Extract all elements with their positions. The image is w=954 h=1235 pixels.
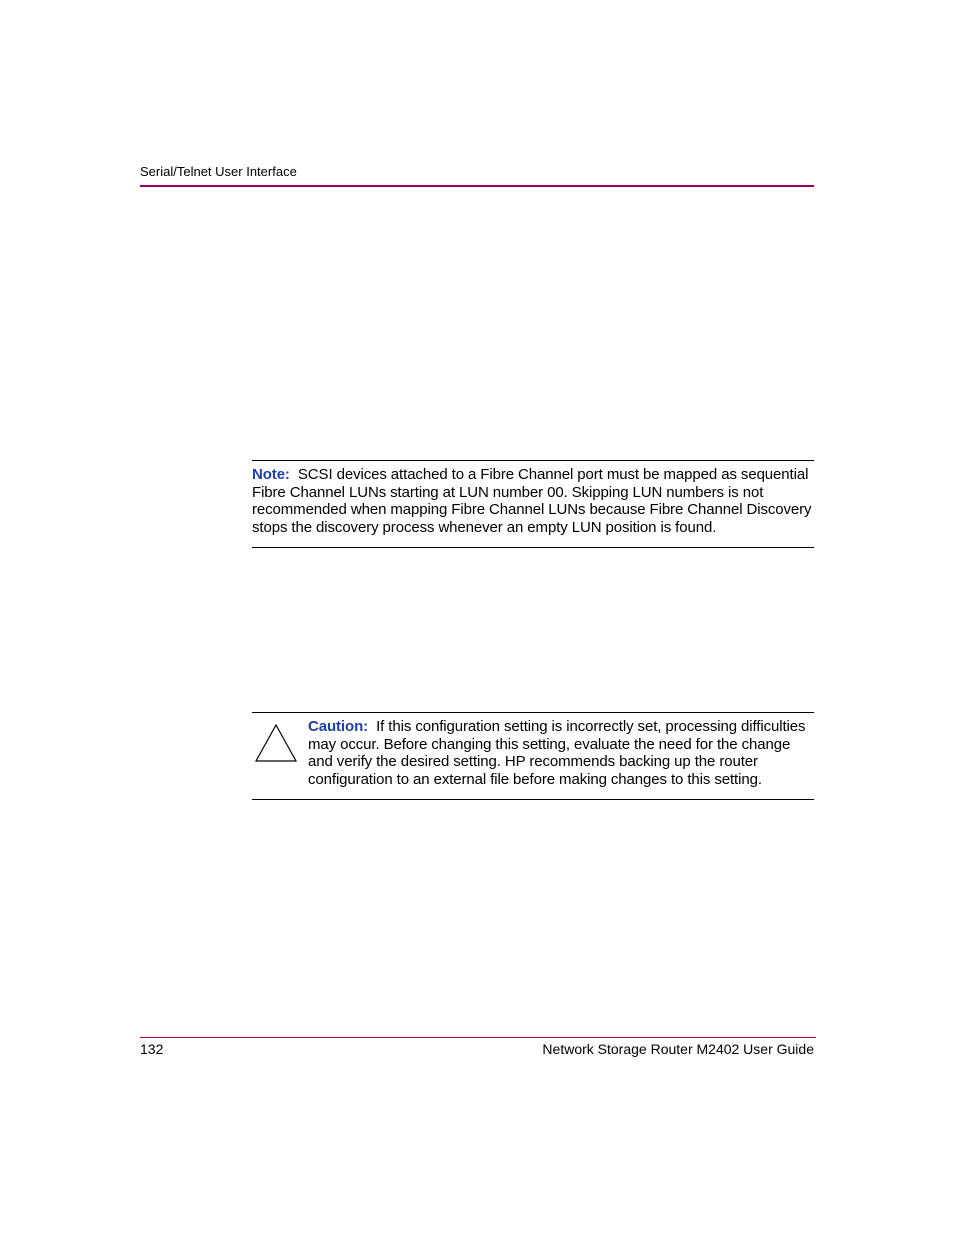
header-rule xyxy=(140,185,814,187)
caution-text: If this configuration setting is incorrectly set, processing difficulties may occur. Before changing this setting, evaluate the need for the change and verify the desired setting. HP recommends backing up the router configuration to an external file before making changes to this setting. xyxy=(308,718,806,788)
warning-triangle-icon xyxy=(254,723,298,763)
running-header: Serial/Telnet User Interface xyxy=(140,164,297,179)
document-title: Network Storage Router M2402 User Guide xyxy=(542,1041,814,1057)
footer-rule xyxy=(140,1037,816,1038)
note-label: Note: xyxy=(252,466,290,483)
page-number: 132 xyxy=(140,1041,164,1057)
caution-paragraph xyxy=(308,718,808,788)
caution-label: Caution: xyxy=(308,718,369,735)
note-callout xyxy=(252,460,814,548)
caution-callout xyxy=(252,712,814,800)
note-paragraph xyxy=(252,466,812,536)
note-text: SCSI devices attached to a Fibre Channel port must be mapped as sequential Fibre Channel LUNs starting at LUN number 00. Skipping LUN numbers is not recommended when mapping Fibre Channel LUNs because Fibre Channel Discovery stops the discovery process whenever an empty LUN position is found. xyxy=(252,466,812,536)
